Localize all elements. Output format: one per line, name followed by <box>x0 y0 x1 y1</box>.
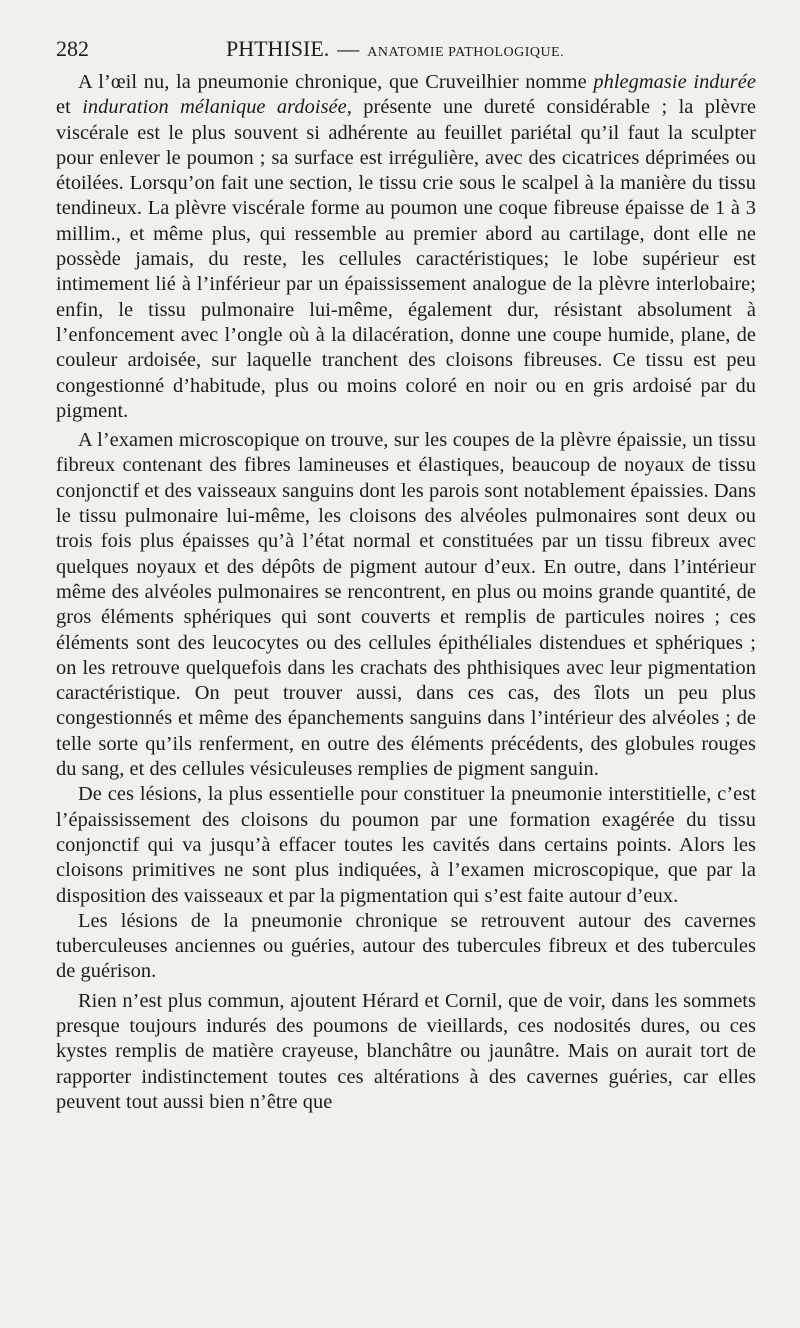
body-text <box>56 70 756 1115</box>
paragraph <box>56 909 756 985</box>
paragraph <box>56 782 756 908</box>
section-title: ANATOMIE PATHOLOGIQUE. <box>367 45 565 60</box>
paragraph-text: Les lésions de la pneumonie chronique se retrouvent autour des cavernes tuberculeuses anciennes ou guéries, autour des tubercules fibreux et des tubercules de guérison. <box>56 909 756 983</box>
paragraph-text: Rien n’est plus commun, ajoutent Hérard et Cornil, que de voir, dans les sommets presque toujours indurés des poumons de vieillards, ces nodosités dures, ou ces kystes remplis de matière crayeuse, blanchâtre ou jaunâtre. Mais on aurait tort de rapporter indistinctement toutes ces altérations à des cavernes guéries, car elles peuvent tout aussi bien n’être que <box>56 989 756 1113</box>
chapter-title: PHTHISIE. <box>226 36 330 61</box>
title-dash: — <box>337 36 360 61</box>
paragraph-text: A l’examen microscopique on trouve, sur les coupes de la plèvre épaissie, un tissu fibreux contenant des fibres lamineuses et élastiques, beaucoup de noyaux de tissu conjonctif et des vaisseaux sanguins dont les parois sont notablement épaissies. Dans le tissu pulmonaire lui-même, les cloisons des alvéoles pulmonaires sont deux ou trois fois plus épaisses qu’à l’état normal et constituées par un tissu fibreux avec quelques noyaux et des dépôts de pigment autour d’eux. En outre, dans l’intérieur même des alvéoles pulmonaires se rencontrent, en plus ou moins grande quantité, de gros éléments sphériques qui sont couverts et remplis de particules noires ; ces éléments sont des leucocytes ou des cellules épithéliales distendues et sphériques ; on les retrouve quelquefois dans les crachats des phthisiques avec leur pigmentation caractéristique. On peut trouver aussi, dans ces cas, des îlots un peu plus congestionnés et même des épanchements sanguins dans l’intérieur des alvéoles ; de telle sorte qu’ils renferment, en outre des éléments précédents, des globules rouges du sang, et des cellules vésiculeuses remplies de pigment sanguin. <box>56 429 756 781</box>
paragraph <box>56 989 756 1115</box>
paragraph-text: A l’œil nu, la pneumonie chronique, que Cruveilhier nomme <box>78 71 594 93</box>
paragraph-text: De ces lésions, la plus essentielle pour constituer la pneumonie interstitielle, c’est l’épaississement des cloisons du poumon par une formation exagérée du tissu conjonctif qui va jusqu’à effacer toutes les cavités dans certains points. Alors les cloisons primitives ne sont plus indiquées, à l’examen microscopique, que par la disposition des vaisseaux et par la pigmentation qui s’est faite autour d’eux. <box>56 783 756 907</box>
running-title <box>226 36 564 62</box>
paragraph <box>56 70 756 424</box>
paragraph-text: présente une dureté considérable ; la plèvre viscérale est le plus souvent si adhérente au feuillet pariétal qu’il faut la sculpter pour enlever le poumon ; sa surface est irrégulière, avec des cicatrices déprimées ou étoilées. Lorsqu’on fait une section, le tissu crie sous le scalpel à la manière du tissu tendineux. La plèvre viscérale forme au poumon une coque fibreuse épaisse de 1 à 3 millim., et même plus, qui ressemble au premier abord au cartilage, dont elle ne possède jamais, du reste, les cellules caractéristiques; le lobe supérieur est intimement lié à l’inférieur par un épaississement analogue de la plèvre interlobaire; enfin, le tissu pulmonaire lui-même, également dur, résistant absolument à l’enfoncement avec l’ongle où à la dilacération, donne une coupe humide, plane, de couleur ardoisée, sur laquelle tranchent des cloisons fibreuses. Ce tissu est peu congestionné d’habitude, plus ou moins coloré en noir ou en gris ardoisé par du pigment. <box>56 96 756 422</box>
running-header <box>56 36 756 70</box>
italic-term: induration mélanique ardoisée, <box>82 96 352 119</box>
page-number: 282 <box>56 36 89 61</box>
italic-term: phlegmasie indurée <box>593 71 756 93</box>
paragraph-text: et <box>56 96 83 119</box>
paragraph <box>56 428 756 782</box>
